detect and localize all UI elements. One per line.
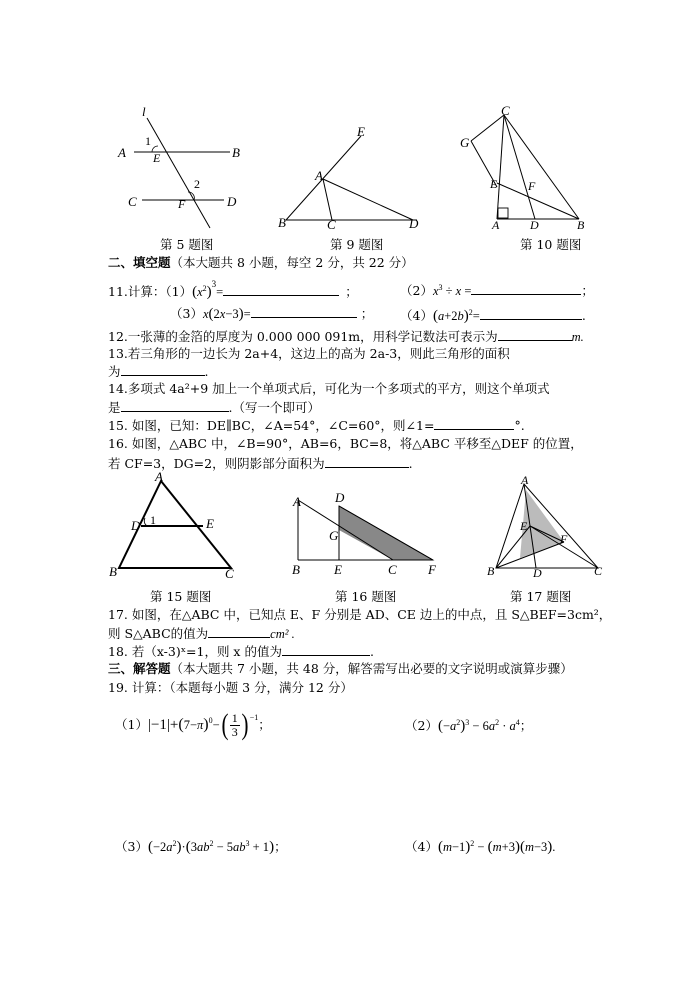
fig15-label-e: E	[206, 516, 214, 531]
fig5-label-d: D	[227, 194, 237, 209]
fig10-label-a: A	[492, 218, 500, 232]
q11-p3-label: （3）	[170, 306, 203, 321]
q11-p2-label: （2）	[400, 283, 433, 299]
fig15-caption: 第 15 题图	[150, 589, 212, 604]
figure-10	[457, 105, 597, 233]
figure-17	[484, 472, 609, 582]
fig15-label-d: D	[131, 518, 141, 533]
q18-text: 18. 若（x-3)ˣ=1，则 x 的值为	[108, 644, 282, 659]
q12-answer[interactable]	[498, 328, 572, 341]
fig9-label-e: E	[357, 124, 365, 139]
q19-part1: （1） |−1|+ ( 7− π ) $^0$ − ( 1 3 ) $^{-1}$ ；	[115, 708, 271, 741]
fig17-label-d: D	[533, 566, 542, 580]
q11-row2: （3）x(2x−3)= ；	[170, 306, 374, 322]
q19-p1-label: （1）	[115, 717, 148, 732]
fig16-label-d: D	[335, 490, 345, 505]
q13-line2	[108, 363, 209, 380]
q14-answer[interactable]	[121, 399, 229, 412]
figure-15	[105, 470, 245, 585]
q17-answer[interactable]	[208, 625, 270, 638]
q13-end: .	[204, 364, 209, 379]
fig10-label-b: B	[577, 218, 585, 232]
q16-answer[interactable]	[325, 455, 409, 468]
q17-line2	[108, 625, 295, 642]
fig5-label-1: 1	[145, 134, 151, 148]
section-3-note: （本大题共 7 小题，共 48 分，解答需写出必要的文字说明或演算步骤）	[170, 661, 573, 676]
fig10-label-d: D	[530, 218, 539, 232]
fig17-label-f: F	[560, 532, 568, 546]
fig10-label-f: F	[528, 179, 536, 193]
fig17-label-c: C	[594, 564, 603, 578]
q11-answer-2[interactable]	[471, 282, 581, 295]
fig5-label-b: B	[232, 145, 240, 160]
section-2-title: 二、填空题	[108, 255, 171, 270]
fig9-label-c: C	[327, 217, 336, 232]
fig15-label-c: C	[225, 566, 234, 581]
fig5-caption: 第 5 题图	[160, 237, 214, 252]
q16-end: .	[408, 456, 413, 471]
fig15-label-b: B	[109, 564, 117, 579]
fig15-label-a: A	[155, 470, 163, 484]
q19-part3: $(3)(-2a^2)\cdot(3ab^2 - 5ab^3 + 1)$；	[115, 839, 287, 856]
q14-line2	[108, 399, 320, 416]
q11-p4-label: （4）	[400, 308, 433, 324]
q13-prefix: 为	[108, 364, 121, 379]
figure-16	[287, 488, 447, 580]
q15	[108, 417, 525, 434]
fig17-label-b: B	[487, 564, 495, 578]
fig5-label-f: F	[178, 197, 186, 211]
fig9-label-a: A	[315, 168, 323, 183]
section-3-heading	[108, 661, 573, 677]
q14-line1: 14.多项式 4a²+9 加上一个单项式后，可化为一个多项式的平方，则这个单项式	[108, 381, 550, 396]
q11-end: .	[581, 308, 586, 324]
q11-p1-label: （1）	[165, 284, 193, 300]
figure-9	[277, 122, 427, 232]
fig10-label-c: C	[501, 105, 510, 118]
figure-5	[112, 100, 252, 235]
q11-semi-2: ；	[581, 283, 594, 299]
q19-lead: 19. 计算：（本题每小题 3 分，满分 12 分）	[108, 680, 353, 695]
fig10-label-e: E	[490, 177, 498, 191]
q15-end: °.	[514, 418, 525, 433]
fig16-label-f: F	[428, 562, 436, 577]
fig5-label-c: C	[128, 194, 137, 209]
fig17-label-e: E	[520, 519, 528, 533]
fig9-caption: 第 9 题图	[330, 237, 384, 252]
q15-answer[interactable]	[434, 417, 514, 430]
q14-prefix: 是	[108, 400, 121, 415]
fig16-label-e: E	[334, 562, 342, 577]
section-2-heading	[108, 255, 414, 271]
q19-p2-label: （2）	[405, 718, 438, 734]
fig16-caption: 第 16 题图	[335, 589, 397, 604]
q11-answer-4[interactable]	[480, 307, 582, 320]
fig16-label-b: B	[292, 562, 300, 577]
q17-end: cm² .	[270, 627, 295, 641]
fig10-label-g: G	[460, 135, 470, 150]
q13-answer[interactable]	[121, 363, 205, 376]
q19-part4: $(4)(m-1)^2 - (m+3)(m-3)$.	[405, 839, 556, 856]
q18	[108, 643, 374, 660]
fig15-label-1: 1	[150, 513, 156, 527]
q11-semi-1: ；	[345, 284, 358, 300]
fig5-label-l: l	[142, 104, 146, 119]
q16-line1: 16. 如图，△ABC 中，∠B=90°，AB=6，BC=8，将△ABC 平移至△DEF 的位置，	[108, 436, 583, 451]
fig5-label-e: E	[153, 151, 161, 165]
q11-part4: $(4)(a+2b)^2=$ .	[400, 308, 586, 325]
section-3-title: 三、解答题	[108, 661, 171, 676]
fig5-line-l	[147, 118, 210, 228]
fig9-label-b: B	[278, 215, 286, 230]
q12-unit: m.	[571, 330, 584, 344]
q18-answer[interactable]	[282, 643, 370, 656]
fig17-caption: 第 17 题图	[510, 589, 572, 604]
fig5-label-2: 2	[194, 177, 200, 191]
q12-text: 12.一张薄的金箔的厚度为 0.000 000 091m，用科学记数法可表示为	[108, 329, 498, 344]
fig17-label-a: A	[521, 473, 529, 487]
q11-lead: 11.计算：	[108, 284, 166, 300]
q11-semi-3: ；	[360, 306, 374, 321]
q17-prefix: 则 S△ABC的值为	[108, 626, 209, 641]
q11-row1: 11.计算：$(1)(x^2)^3=$ ；	[108, 279, 358, 301]
q19-p4-label: （4）	[405, 839, 438, 855]
q11-answer-3[interactable]	[251, 305, 357, 318]
q12	[108, 328, 584, 345]
q18-end: .	[369, 644, 374, 659]
q14-end: .（写一个即可）	[228, 400, 320, 415]
q19-p3-label: （3）	[115, 839, 148, 855]
q19-part2: $(2)(-a^2)^3 - 6a^2 \cdot a^4$；	[405, 718, 533, 735]
q11-part2: $(2)x^3 \div x$ = ；	[400, 283, 594, 299]
fig9-label-d: D	[409, 216, 419, 231]
q17-line1: 17. 如图，在△ABC 中，已知点 E、F 分别是 AD、CE 边上的中点，且 S△BEF=3cm²，	[108, 607, 612, 622]
section-2-note: （本大题共 8 小题，每空 2 分，共 22 分）	[170, 255, 414, 270]
q11-answer-1[interactable]	[223, 283, 339, 296]
fig16-label-g: G	[329, 528, 339, 543]
fig10-caption: 第 10 题图	[520, 237, 582, 252]
fig16-label-c: C	[388, 562, 397, 577]
fig16-label-a: A	[293, 494, 301, 509]
fig5-label-a: A	[118, 145, 126, 160]
q16-prefix: 若 CF=3，DG=2，则阴影部分面积为	[108, 456, 325, 471]
q15-text: 15. 如图，已知：DE∥BC，∠A=54°，∠C=60°，则∠1=	[108, 418, 435, 433]
q13-line1: 13.若三角形的一边长为 2a+4，这边上的高为 2a-3，则此三角形的面积	[108, 346, 510, 361]
